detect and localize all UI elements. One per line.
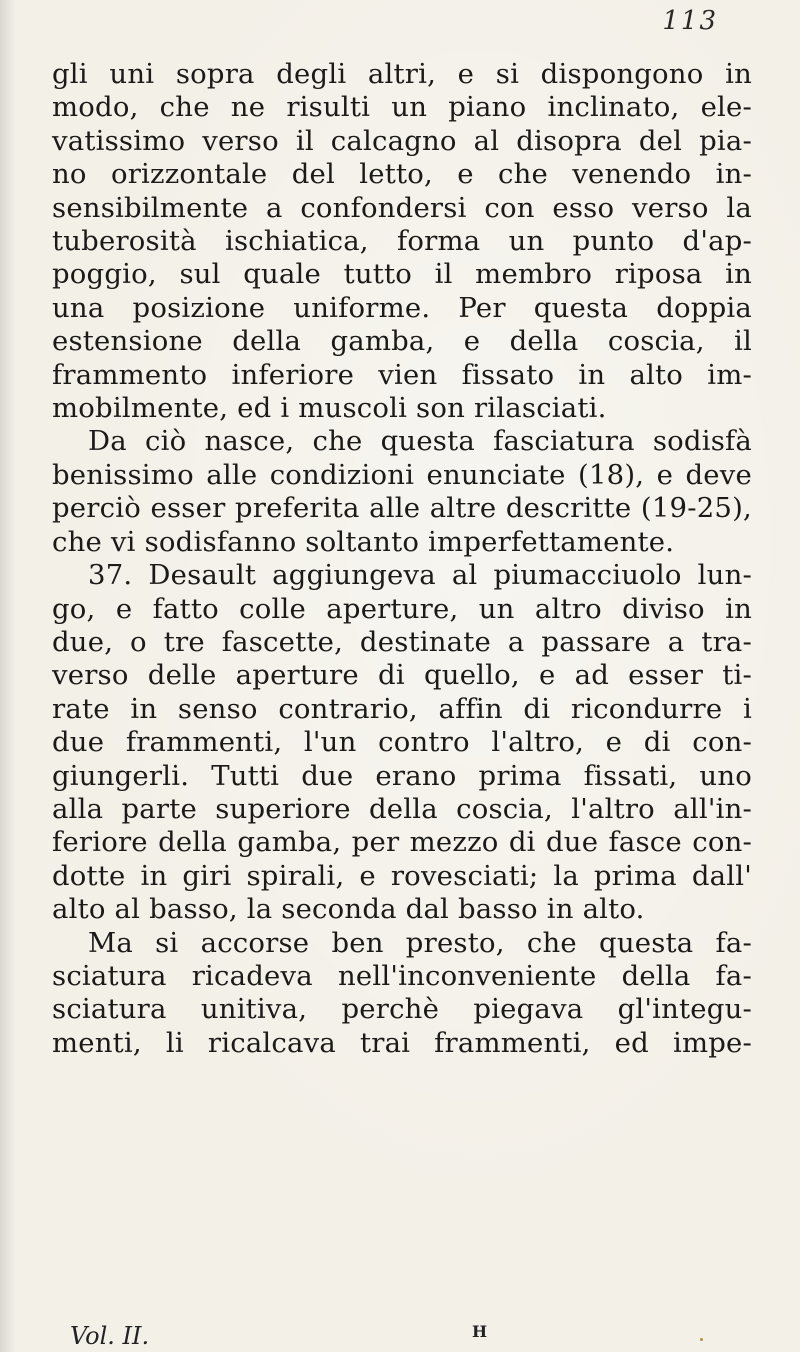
text-line: vatissimo verso il calcagno al disopra del pia-	[52, 124, 752, 157]
text-line: rate in senso contrario, affin di ricondurre i	[52, 692, 752, 725]
body-text	[52, 58, 752, 1060]
text-line: Da ciò nasce, che questa fasciatura sodisfà	[88, 425, 752, 458]
text-line: frammento inferiore vien fissato in alto im-	[52, 358, 752, 391]
text-line: una posizione uniforme. Per questa doppia	[52, 291, 752, 324]
text-line: feriore della gamba, per mezzo di due fasce con-	[52, 826, 752, 859]
text-line: modo, che ne risulti un piano inclinato, ele-	[52, 91, 752, 124]
text-line: tuberosità ischiatica, forma un punto d'ap-	[52, 225, 752, 258]
text-line: due, o tre fascette, destinate a passare a tra-	[52, 625, 752, 658]
text-line: go, e fatto colle aperture, un altro diviso in	[52, 592, 752, 625]
text-line: verso delle aperture di quello, e ad esser ti-	[52, 659, 752, 692]
text-line: poggio, sul quale tutto il membro riposa in	[52, 258, 752, 291]
text-line: mobilmente, ed i muscoli son rilasciati.	[52, 392, 607, 425]
text-line: dotte in giri spirali, e rovesciati; la prima dall'	[52, 859, 752, 892]
text-line: due frammenti, l'un contro l'altro, e di con-	[52, 726, 752, 759]
page-number: 113	[662, 6, 718, 36]
text-line: 37. Desault aggiungeva al piumacciuolo lun-	[88, 559, 752, 592]
text-line: Ma si accorse ben presto, che questa fa-	[88, 926, 752, 959]
text-line: alla parte superiore della coscia, l'altro all'in-	[52, 792, 752, 825]
volume-label: Vol. II.	[70, 1322, 150, 1350]
text-line: gli uni sopra degli altri, e si dispongono in	[52, 58, 752, 90]
text-line: sciatura unitiva, perchè piegava gl'integu-	[52, 993, 752, 1026]
text-line: no orizzontale del letto, e che venendo in-	[52, 158, 752, 191]
text-line: estensione della gamba, e della coscia, il	[52, 325, 752, 358]
text-line: sensibilmente a confondersi con esso verso la	[52, 191, 752, 224]
text-line: benissimo alle condizioni enunciate (18), e deve	[52, 458, 752, 491]
text-line: che vi sodisfanno soltanto imperfettamente.	[52, 525, 675, 558]
paper-speck	[700, 1338, 703, 1341]
text-line: perciò esser preferita alle altre descritte (19-25),	[52, 492, 752, 525]
signature-mark: H	[472, 1322, 488, 1341]
text-line: sciatura ricadeva nell'inconveniente della fa-	[52, 959, 752, 992]
text-line: giungerli. Tutti due erano prima fissati, uno	[52, 759, 752, 792]
text-line: alto al basso, la seconda dal basso in alto.	[52, 893, 645, 926]
page-gutter-shadow	[0, 0, 16, 1352]
text-line: menti, li ricalcava trai frammenti, ed impe-	[52, 1026, 752, 1059]
